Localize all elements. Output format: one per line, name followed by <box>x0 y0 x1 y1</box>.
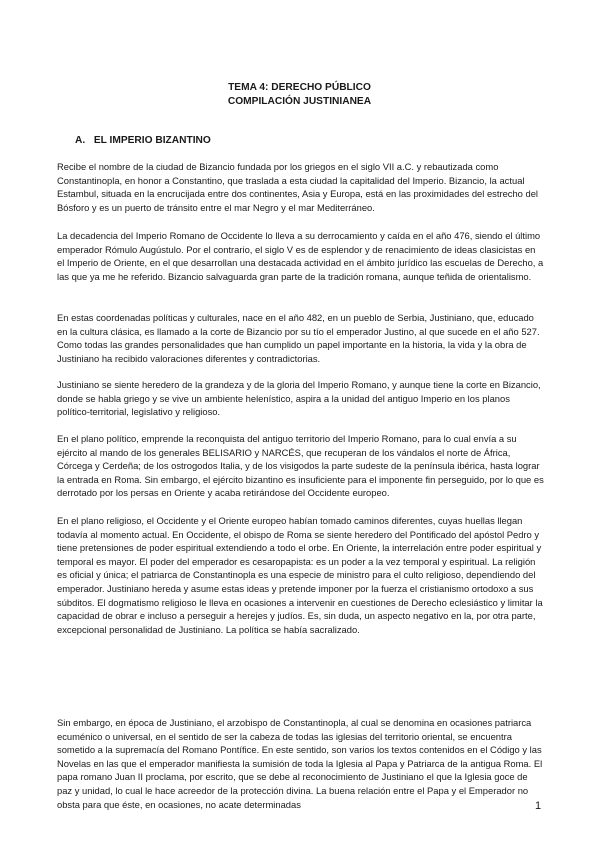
page-number: 1 <box>535 800 542 812</box>
paragraph: Recibe el nombre de la ciudad de Bizancio fundada por los griegos en el siglo VII a.C. y rebautizada como Constantinopla, en honor a Constantino, que traslada a esta ciudad la capitalidad del Imperio. Bizancio, la actual Estambul, situada en la encrucijada entre dos continentes, Asia y Europa, está en las proximidades del estrecho del Bósforo y es un puerto de tránsito entre el mar Negro y el mar Mediterráneo. <box>57 161 539 213</box>
paragraph: La decadencia del Imperio Romano de Occidente lo lleva a su derrocamiento y caída en el año 476, siendo el último emperador Rómulo Augústulo. Por el contrario, el siglo V es de esplendor y de renacimiento de ideas clasicistas en el Imperio de Oriente, en el que desarrollan una destacada actividad en el ámbito jurídico las escuelas de Derecho, a las que ya me he referido. Bizancio salvaguarda gran parte de la tradición romana, aunque teñida de orientalismo. <box>57 230 544 282</box>
paragraph: Sin embargo, en época de Justiniano, el arzobispo de Constantinopla, al cual se denomina en ocasiones patriarca ecuménico o universal, en el sentido de ser la cabeza de todas las iglesias del territorio oriental, se encuentra sometido a la supremacía del Romano Pontífice. En este sentido, son varios los textos contenidos en el Código y las Novelas en las que el emperador manifiesta la sumisión de toda la Iglesia al Papa y Patriarca de la antigua Roma. El papa romano Juan II proclama, por escrito, que se debe al reconocimiento de Justiniano el que la Iglesia goce de paz y unidad, lo cual le hace acreedor de la protección divina. La buena relación entre el Papa y el Emperador no obsta para que éste, en ocasiones, no acate determinadas <box>57 717 543 810</box>
document-title <box>0 81 599 109</box>
section-number: A. <box>75 135 86 146</box>
section-title: EL IMPERIO BIZANTINO <box>93 135 211 146</box>
paragraph: En el plano religioso, el Occidente y el Oriente europeo habían tomado caminos diferentes, cuyas huellas llegan todavía al momento actual. En Occidente, el obispo de Roma se siente heredero del Pontificado del apóstol Pedro y tiene pretensiones de poder espiritual extendiendo a todo el orbe. En Oriente, la interrelación entre poder espiritual y temporal es mayor. El poder del emperador es cesaropapista: es un poder a la vez temporal y espiritual. La religión es oficial y única; el patriarca de Constantinopla es una especie de ministro para el culto religioso, dependiendo del emperador. Justiniano hereda y asume estas ideas y pretende imponer por la fuerza el cristianismo ortodoxo a sus súbditos. El dogmatismo religioso le lleva en ocasiones a intervenir en cuestiones de Derecho eclesiástico y limitar la capacidad de obrar e incluso a perseguir a herejes y judíos. Es, sin duda, un aspecto negativo en la, por otra parte, excepcional personalidad de Justiniano. La política se había sacralizado. <box>57 515 543 635</box>
paragraph: Justiniano se siente heredero de la grandeza y de la gloria del Imperio Romano, y aunque tiene la corte en Bizancio, donde se habla griego y se vive un ambiente helenístico, aspira a la unidad del antiguo Imperio en los planos político-territorial, legislativo y religioso. <box>57 379 541 418</box>
paragraph: En estas coordenadas políticas y culturales, nace en el año 482, en un pueblo de Serbia, Justiniano, que, educado en la cultura clásica, es llamado a la corte de Bizancio por su tío el emperador Justino, al que sucede en el año 527. Como todas las grandes personalidades que han cumplido un papel importante en la historia, la vida y la obra de Justiniano ha recibido valoraciones diferentes y contradictorias. <box>57 312 540 364</box>
section-heading <box>75 134 211 147</box>
title-line-2: COMPILACIÓN JUSTINIANEA <box>227 96 372 107</box>
paragraph: En el plano político, emprende la reconquista del antiguo territorio del Imperio Romano, para lo cual envía a su ejército al mando de los generales BELISARIO y NARCÉS, que recuperan de los vándalos el norte de África, Córcega y Cerdeña; de los ostrogodos Italia, y de los visigodos la parte sudeste de la península ibérica, hasta lograr la entrada en Roma. Sin embargo, el ejército bizantino es insuficiente para el imponente fin perseguido, por lo que es derrotado por los persas en Oriente y acaba retirándose del Occidente europeo. <box>57 433 544 499</box>
title-line-1: TEMA 4: DERECHO PÚBLICO <box>228 82 371 93</box>
